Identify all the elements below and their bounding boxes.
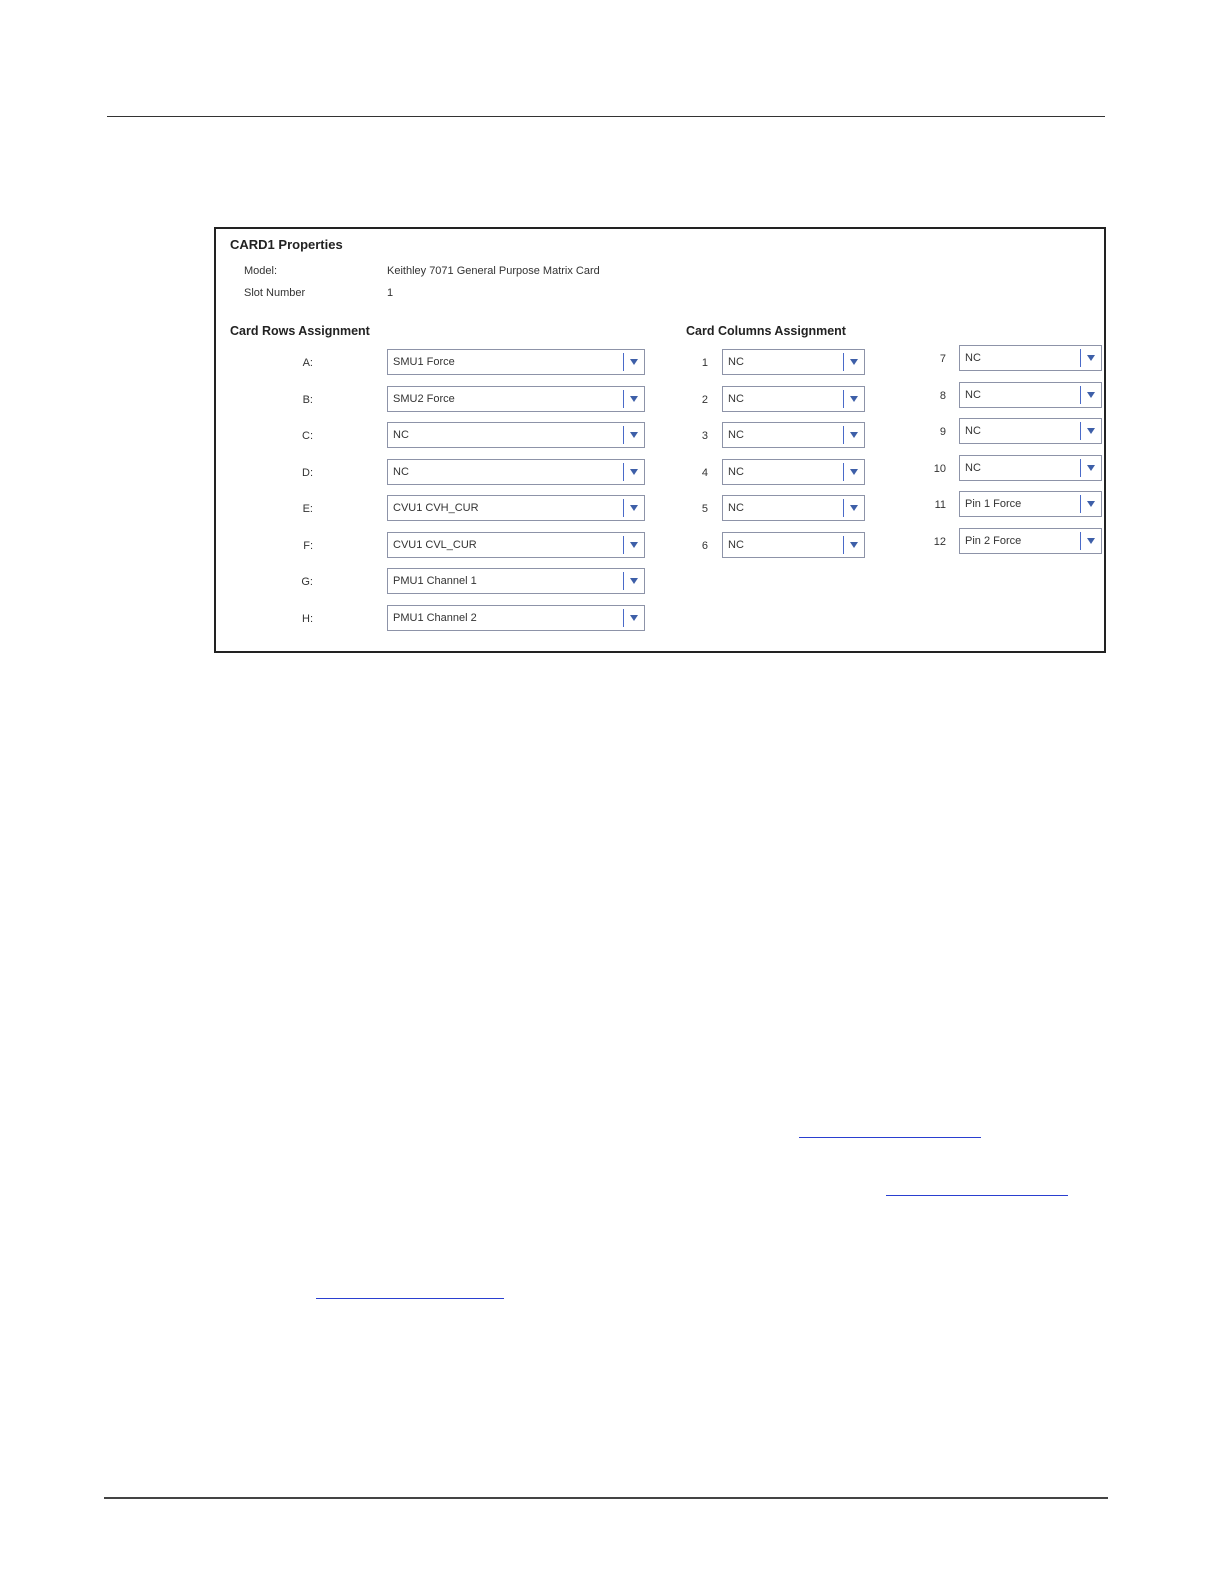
card-properties-panel xyxy=(214,227,1106,653)
row-c-value: NC xyxy=(393,429,409,441)
rows-assignment-title: Card Rows Assignment xyxy=(230,324,370,338)
chevron-down-icon[interactable] xyxy=(624,469,644,475)
row-f-select[interactable] xyxy=(387,532,645,558)
row-e-select[interactable] xyxy=(387,495,645,521)
row-label-c: C: xyxy=(302,430,313,442)
row-a-value: SMU1 Force xyxy=(393,356,455,368)
chevron-down-icon[interactable] xyxy=(844,542,864,548)
column-2-value: NC xyxy=(728,393,744,405)
row-c-select[interactable] xyxy=(387,422,645,448)
chevron-down-icon[interactable] xyxy=(624,359,644,365)
chevron-down-icon[interactable] xyxy=(844,469,864,475)
column-2-select[interactable] xyxy=(722,386,865,412)
model-label: Model: xyxy=(244,265,278,277)
chevron-down-icon[interactable] xyxy=(624,505,644,511)
column-5-value: NC xyxy=(728,502,744,514)
column-label-5: 5 xyxy=(701,503,708,515)
chevron-down-icon[interactable] xyxy=(1081,465,1101,471)
column-10-value: NC xyxy=(965,462,981,474)
column-label-11: 11 xyxy=(934,499,946,511)
panel-title: CARD1 Properties xyxy=(230,237,343,252)
column-label-2: 2 xyxy=(701,394,708,406)
chevron-down-icon[interactable] xyxy=(624,578,644,584)
row-label-d: D: xyxy=(302,467,313,479)
row-label-b: B: xyxy=(302,394,313,406)
chevron-down-icon[interactable] xyxy=(844,432,864,438)
column-12-select[interactable] xyxy=(959,528,1102,554)
chevron-down-icon[interactable] xyxy=(1081,501,1101,507)
column-4-value: NC xyxy=(728,466,744,478)
row-b-select[interactable] xyxy=(387,386,645,412)
row-label-e: E: xyxy=(302,503,313,515)
column-7-select[interactable] xyxy=(959,345,1102,371)
hyperlink-underline[interactable] xyxy=(799,1137,981,1138)
column-8-select[interactable] xyxy=(959,382,1102,408)
column-label-9: 9 xyxy=(939,426,946,438)
row-h-value: PMU1 Channel 2 xyxy=(393,612,477,624)
column-3-value: NC xyxy=(728,429,744,441)
chevron-down-icon[interactable] xyxy=(1081,428,1101,434)
row-label-g: G: xyxy=(301,576,313,588)
header-rule xyxy=(107,116,1105,117)
column-label-1: 1 xyxy=(701,357,708,369)
row-g-select[interactable] xyxy=(387,568,645,594)
row-a-select[interactable] xyxy=(387,349,645,375)
column-5-select[interactable] xyxy=(722,495,865,521)
column-11-select[interactable] xyxy=(959,491,1102,517)
model-value: Keithley 7071 General Purpose Matrix Card xyxy=(387,265,600,277)
chevron-down-icon[interactable] xyxy=(624,542,644,548)
column-label-12: 12 xyxy=(933,536,946,548)
hyperlink-underline[interactable] xyxy=(316,1298,504,1299)
chevron-down-icon[interactable] xyxy=(844,359,864,365)
chevron-down-icon[interactable] xyxy=(624,396,644,402)
column-12-value: Pin 2 Force xyxy=(965,535,1022,547)
column-9-value: NC xyxy=(965,425,981,437)
column-6-value: NC xyxy=(728,539,744,551)
column-8-value: NC xyxy=(965,389,981,401)
slot-number-value: 1 xyxy=(387,287,394,299)
row-g-value: PMU1 Channel 1 xyxy=(393,575,477,587)
row-label-h: H: xyxy=(302,613,313,625)
column-label-3: 3 xyxy=(701,430,708,442)
chevron-down-icon[interactable] xyxy=(1081,392,1101,398)
row-d-select[interactable] xyxy=(387,459,645,485)
column-11-value: Pin 1 Force xyxy=(965,498,1022,510)
column-1-value: NC xyxy=(728,356,744,368)
chevron-down-icon[interactable] xyxy=(844,396,864,402)
slot-number-label: Slot Number xyxy=(244,287,306,299)
columns-assignment-title: Card Columns Assignment xyxy=(686,324,846,338)
chevron-down-icon[interactable] xyxy=(1081,355,1101,361)
row-label-a: A: xyxy=(302,357,313,369)
chevron-down-icon[interactable] xyxy=(624,432,644,438)
chevron-down-icon[interactable] xyxy=(624,615,644,621)
column-9-select[interactable] xyxy=(959,418,1102,444)
column-label-10: 10 xyxy=(933,463,946,475)
row-d-value: NC xyxy=(393,466,409,478)
column-label-7: 7 xyxy=(939,353,946,365)
chevron-down-icon[interactable] xyxy=(1081,538,1101,544)
column-4-select[interactable] xyxy=(722,459,865,485)
footer-rule xyxy=(104,1497,1108,1499)
column-3-select[interactable] xyxy=(722,422,865,448)
row-b-value: SMU2 Force xyxy=(393,393,455,405)
column-1-select[interactable] xyxy=(722,349,865,375)
column-label-4: 4 xyxy=(701,467,708,479)
column-7-value: NC xyxy=(965,352,981,364)
column-10-select[interactable] xyxy=(959,455,1102,481)
hyperlink-underline[interactable] xyxy=(886,1195,1068,1196)
row-e-value: CVU1 CVH_CUR xyxy=(393,502,479,514)
column-6-select[interactable] xyxy=(722,532,865,558)
column-label-8: 8 xyxy=(939,390,946,402)
row-label-f: F: xyxy=(303,540,313,552)
row-h-select[interactable] xyxy=(387,605,645,631)
row-f-value: CVU1 CVL_CUR xyxy=(393,539,477,551)
column-label-6: 6 xyxy=(701,540,708,552)
chevron-down-icon[interactable] xyxy=(844,505,864,511)
